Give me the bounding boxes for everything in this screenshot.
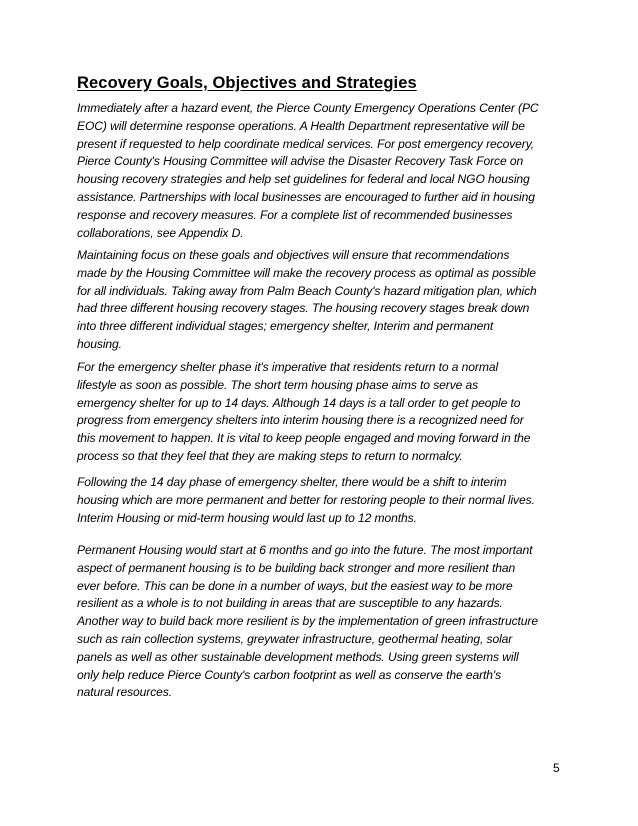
paragraph-line: had three different housing recovery stages. The housing recovery stages break down bbox=[77, 301, 530, 316]
paragraph-line: Following the 14 day phase of emergency shelter, there would be a shift to interim bbox=[77, 475, 507, 489]
paragraph-line: this movement to happen. It is vital to keep people engaged and moving forward in the bbox=[77, 431, 531, 446]
paragraph-line: process so that they feel that they are making steps to return to normalcy. bbox=[77, 448, 463, 463]
page-number: 5 bbox=[553, 761, 560, 775]
paragraph-line: into three different individual stages; emergency shelter, Interim and permanent bbox=[77, 319, 494, 334]
paragraph-line: such as rain collection systems, greywater infrastructure, geothermal heating, solar bbox=[77, 631, 513, 646]
paragraph-line: aspect of permanent housing is to be building back stronger and more resilient than bbox=[77, 560, 516, 575]
section-heading: Recovery Goals, Objectives and Strategies bbox=[77, 74, 417, 92]
paragraph-line: assistance. Partnerships with local businesses are encouraged to further aid in housing bbox=[77, 189, 535, 204]
paragraph-line: resilient as a whole is to not building in areas that are susceptible to any hazards. bbox=[77, 596, 503, 611]
paragraph-line: Immediately after a hazard event, the Pierce County Emergency Operations Center (PC bbox=[77, 101, 539, 115]
paragraph-line: For the emergency shelter phase it's imperative that residents return to a normal bbox=[77, 360, 499, 374]
paragraph-line: made by the Housing Committee will make the recovery process as optimal as possible bbox=[77, 265, 536, 280]
paragraph-line: ever before. This can be done in a number of ways, but the easiest way to be more bbox=[77, 578, 513, 593]
paragraph-line: natural resources. bbox=[77, 685, 172, 700]
paragraph-line: collaborations, see Appendix D. bbox=[77, 225, 244, 240]
paragraph-line: panels as well as other sustainable development methods. Using green systems will bbox=[77, 649, 519, 664]
paragraph-line: housing which are more permanent and better for restoring people to their normal lives. bbox=[77, 492, 535, 507]
paragraph-line: response and recovery measures. For a complete list of recommended businesses bbox=[77, 207, 513, 222]
paragraph-line: housing recovery strategies and help set guidelines for federal and local NGO housing bbox=[77, 172, 530, 187]
paragraph-line: present if requested to help coordinate medical services. For post emergency recovery, bbox=[77, 136, 535, 151]
paragraph-line: for all individuals. Taking away from Palm Beach County's hazard mitigation plan, which bbox=[77, 283, 537, 298]
paragraph-line: EOC) will determine response operations. A Health Department representative will be bbox=[77, 118, 525, 133]
paragraph-line: only help reduce Pierce County's carbon footprint as well as conserve the earth's bbox=[77, 667, 502, 682]
paragraph-interim-housing bbox=[77, 474, 535, 527]
paragraph-emergency-shelter bbox=[77, 359, 530, 466]
paragraph-line: progress from emergency shelters into interim housing there is a recognized need for bbox=[77, 413, 524, 428]
paragraph-intro bbox=[77, 100, 539, 242]
paragraph-line: lifestyle as soon as possible. The short term housing phase aims to serve as bbox=[77, 377, 479, 392]
paragraph-line: Maintaining focus on these goals and objectives will ensure that recommendations bbox=[77, 248, 510, 262]
paragraph-line: Permanent Housing would start at 6 months and go into the future. The most important bbox=[77, 543, 533, 557]
paragraph-line: emergency shelter for up to 14 days. Although 14 days is a tall order to get people to bbox=[77, 395, 521, 410]
paragraph-line: Pierce County's Housing Committee will advise the Disaster Recovery Task Force on bbox=[77, 154, 524, 169]
paragraph-permanent-housing bbox=[77, 542, 538, 702]
paragraph-line: housing. bbox=[77, 336, 122, 351]
paragraph-line: Another way to build back more resilient is by the implementation of green infrastructure bbox=[77, 614, 538, 629]
paragraph-line: Interim Housing or mid-term housing would last up to 12 months. bbox=[77, 510, 417, 525]
paragraph-goals-focus bbox=[77, 247, 537, 354]
